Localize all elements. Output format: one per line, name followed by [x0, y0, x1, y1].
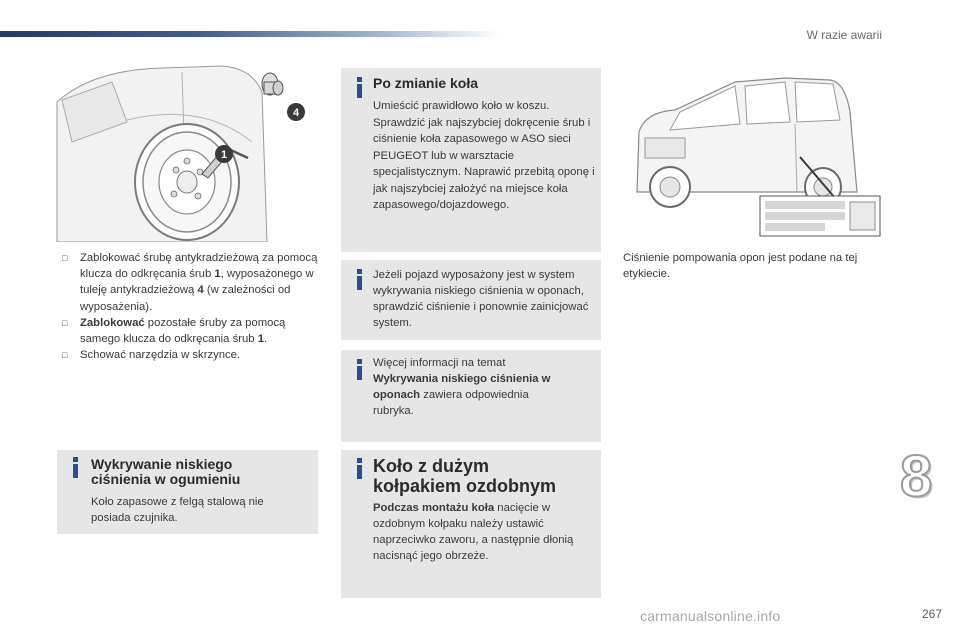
- more-info-body: Więcej informacji na temat Wykrywania niskiego ciśnienia w oponach zawiera odpowiednia rubryka.: [373, 357, 551, 417]
- hubcap-body: Podczas montażu koła nacięcie w ozdobnym kołpaku należy ustawić naprzeciwko zaworu, a następnie dłonią nacisnąć jego obrzeże.: [373, 502, 574, 562]
- info-box-hubcap: [341, 450, 601, 598]
- instruction-item: □ Zablokować śrubę antykradzieżową za pomocą klucza do odkręcania śrub 1, wyposażonego w tuleję antykradzieżową 4 (w zależności od wyposażenia).: [62, 252, 318, 313]
- van-tire-label-illustration: [625, 72, 885, 240]
- detection-body: Jeżeli pojazd wyposażony jest w system wykrywania niskiego ciśnienia w oponach, sprawdzić ciśnienie i ponownie zainicjować system.: [373, 269, 589, 329]
- chapter-number: 8: [900, 444, 933, 509]
- tpms-body: Koło zapasowe z felgą stalową nie posiada czujnika.: [91, 496, 264, 524]
- after-change-body: Umieścić prawidłowo koło w koszu. Sprawdzić jak najszybciej dokręcenie śrub i ciśnienie koła zapasowego w ASO sieci PEUGEOT lub w warsztacie specjalistycznym. Naprawić przebitą oponę i jak najszybciej założyć na miejsce koła zapasowego/dojazdowego.: [373, 100, 595, 211]
- info-icon: [352, 77, 366, 98]
- callout-4: 4: [292, 107, 300, 119]
- info-icon: [68, 457, 82, 478]
- info-box-more-info: [341, 350, 601, 442]
- info-icon: [352, 269, 366, 290]
- instruction-item: □ Schować narzędzia w skrzynce.: [62, 349, 241, 362]
- watermark: carmanualsonline.info: [640, 608, 781, 624]
- info-icon: [352, 458, 366, 479]
- info-box-after-change: [341, 68, 601, 252]
- callout-1: 1: [220, 149, 228, 161]
- after-change-title: Po zmianie koła: [373, 75, 479, 91]
- info-box-tpms: [57, 450, 318, 534]
- instruction-item: □ Zablokować pozostałe śruby za pomocą samego klucza do odkręcania śrub 1.: [62, 316, 286, 346]
- van-caption: Ciśnienie pompowania opon jest podane na tej etykiecie.: [623, 252, 858, 280]
- info-icon: [352, 359, 366, 380]
- page-number: 267: [921, 607, 942, 621]
- section-title: W razie awarii: [806, 28, 882, 42]
- hubcap-title: Koło z dużym kołpakiem ozdobnym: [373, 456, 557, 496]
- wheel-change-illustration: [52, 62, 322, 242]
- info-box-detection: [341, 260, 601, 340]
- instruction-list: [62, 250, 327, 363]
- header-accent-bar: [0, 31, 500, 37]
- tpms-title: Wykrywanie niskiego ciśnienia w ogumieniu: [91, 456, 241, 487]
